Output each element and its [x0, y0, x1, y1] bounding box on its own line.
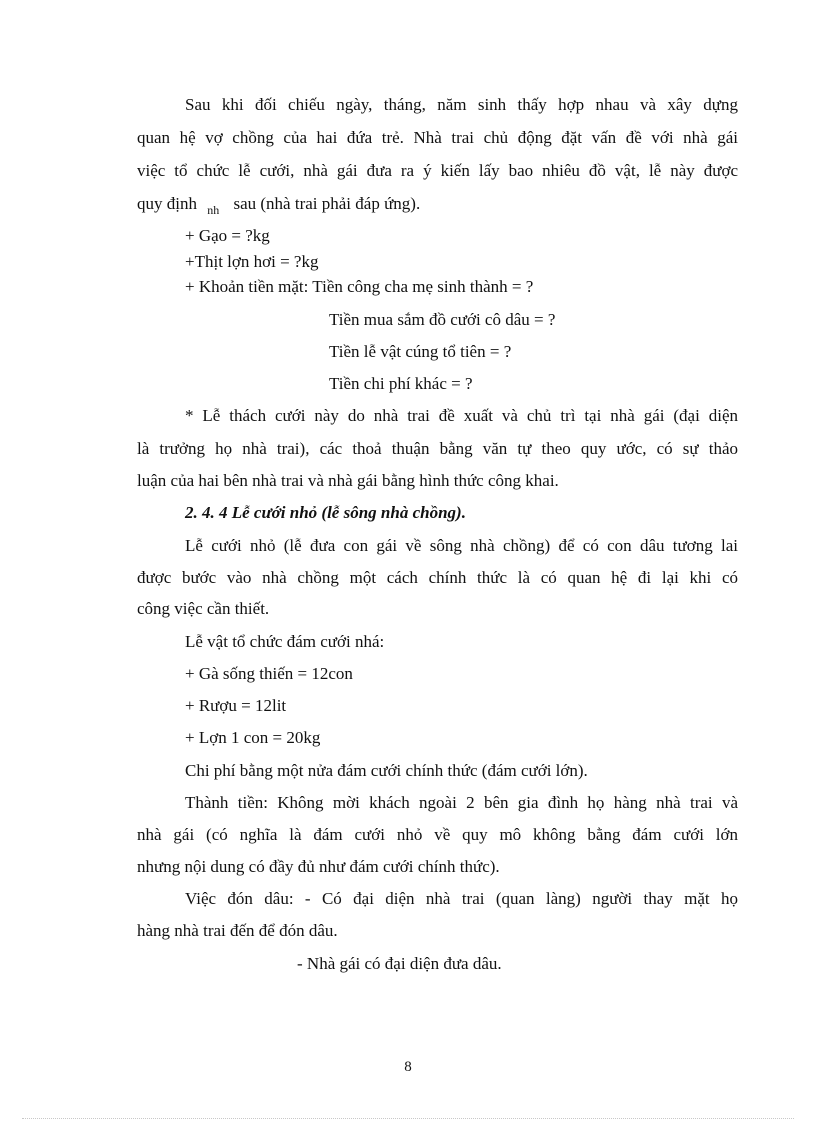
p1-line-2: quan hệ vợ chồng của hai đứa trẻ. Nhà trai chủ động đặt vấn đề với nhà gái: [137, 128, 738, 147]
p2-line-3: luận của hai bên nhà trai và nhà gái bằng hình thức công khai.: [137, 471, 559, 490]
p7-line-1: Việc đón dâu: - Có đại diện nhà trai (quan làng) người thay mặt họ: [185, 889, 738, 908]
p3-line-2: được bước vào nhà chồng một cách chính thức là có quan hệ đi lại khi có: [137, 568, 738, 587]
list-item-rooster: + Gà sống thiến = 12con: [185, 664, 353, 683]
list-item-cash-ancestors: Tiền lễ vật cúng tổ tiên = ?: [329, 342, 512, 361]
p1-line-1: Sau khi đối chiếu ngày, tháng, năm sinh thấy hợp nhau và xây dựng: [185, 95, 738, 114]
page-number: 8: [404, 1059, 412, 1075]
p6-line-3: nhưng nội dung có đầy đủ như đám cưới chính thức).: [137, 857, 500, 876]
p6-line-2: nhà gái (có nghĩa là đám cưới nhỏ về quy mô không bằng đám cưới lớn: [137, 825, 738, 844]
p3-line-3: công việc cần thiết.: [137, 599, 270, 618]
p4-line: Lễ vật tổ chức đám cưới nhá:: [185, 632, 385, 651]
list-item-cash: + Khoản tiền mặt: Tiền công cha mẹ sinh thành = ?: [185, 277, 534, 296]
p1-line-3: việc tổ chức lễ cưới, nhà gái đưa ra ý kiến lấy bao nhiêu đồ vật, lễ này được: [137, 161, 738, 180]
list-item-cash-wedding: Tiền mua sắm đồ cưới cô dâu = ?: [329, 310, 556, 329]
p1-line-4-end: sau (nhà trai phải đáp ứng).: [233, 194, 421, 213]
section-heading: 2. 4. 4 Lễ cưới nhỏ (lễ sông nhà chồng).: [185, 503, 466, 522]
list-item-rice: + Gạo = ?kg: [185, 226, 270, 245]
p7-line-2: hàng nhà trai đến để đón dâu.: [137, 921, 338, 940]
footer-divider: [22, 1118, 794, 1119]
p7-line-3: - Nhà gái có đại diện đưa dâu.: [297, 954, 502, 973]
p2-line-2: là trưởng họ nhà trai), các thoả thuận bằng văn tự theo quy ước, có sự thảo: [137, 439, 738, 458]
list-item-wine: + Rượu = 12lit: [185, 696, 287, 715]
p6-line-1: Thành tiền: Không mời khách ngoài 2 bên gia đình họ hàng nhà trai và: [185, 793, 738, 812]
p1-line-4-start: quy định: [137, 194, 197, 213]
p1-line-4-fragment: nh: [207, 203, 220, 217]
p2-line-1: * Lễ thách cưới này do nhà trai đề xuất và chủ trì tại nhà gái (đại diện: [185, 406, 738, 425]
list-item-pig: + Lợn 1 con = 20kg: [185, 728, 321, 747]
list-item-cash-other: Tiền chi phí khác = ?: [329, 374, 473, 393]
p3-line-1: Lễ cưới nhỏ (lễ đưa con gái về sông nhà chồng) để có con dâu tương lai: [185, 536, 738, 555]
p5-line: Chi phí bằng một nửa đám cưới chính thức (đám cưới lớn).: [185, 761, 588, 780]
p1-line-4: [137, 193, 420, 216]
list-item-pork: +Thịt lợn hơi = ?kg: [185, 252, 319, 271]
